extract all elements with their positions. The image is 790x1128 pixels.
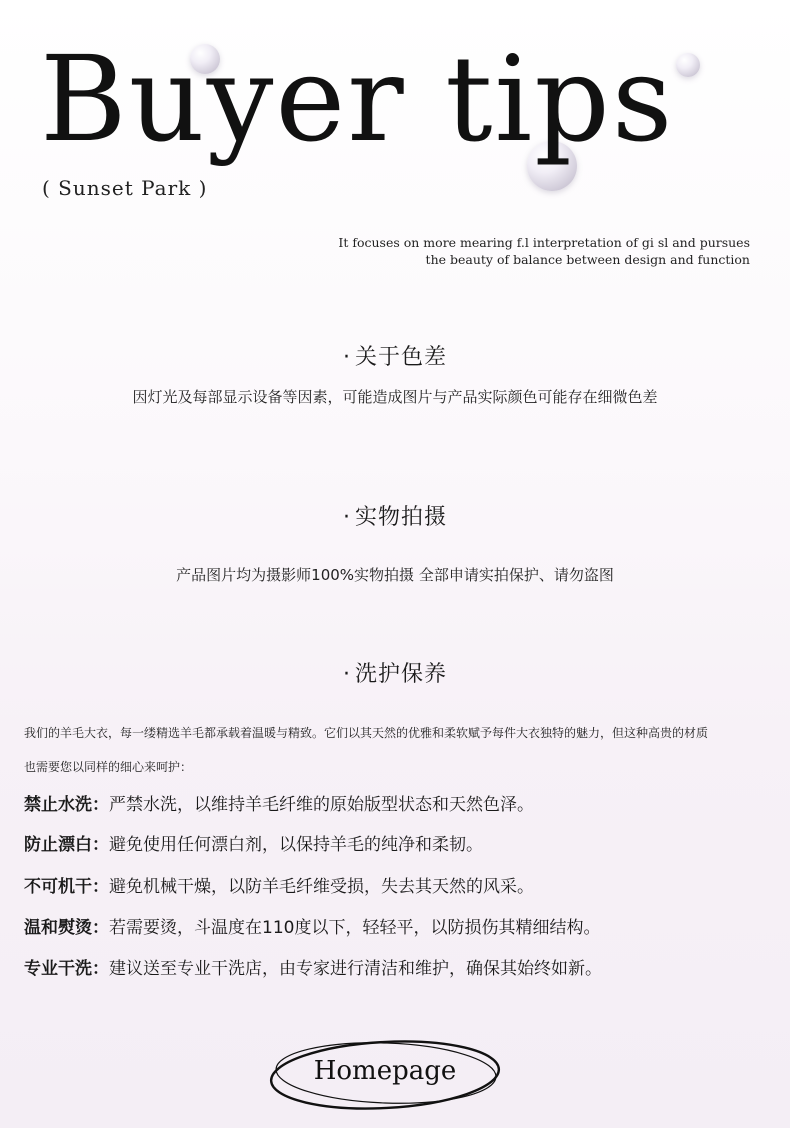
care-item-text: 严禁水洗，以维持羊毛纤维的原始版型状态和天然色泽。 <box>109 795 534 815</box>
section-heading: 实物拍摄 <box>354 505 447 530</box>
care-item-label: 不可机干： <box>24 877 109 897</box>
section-title-care <box>0 657 790 688</box>
section-title-real-photos <box>0 500 790 531</box>
section-bullet: · <box>342 345 351 370</box>
section-bullet: · <box>342 662 351 687</box>
brand-subtitle: ( Sunset Park ) <box>42 176 208 200</box>
pearl-decoration <box>676 53 700 77</box>
care-item-no-wash <box>24 790 534 815</box>
care-item-text: 建议送至专业干洗店，由专家进行清洁和维护，确保其始终如新。 <box>109 959 602 979</box>
section-text-real-photos: 产品图片均为摄影师100%实物拍摄 全部申请实拍保护、请勿盗图 <box>176 566 614 584</box>
care-intro-line-1: 我们的羊毛大衣，每一缕精选羊毛都承载着温暖与精致。它们以其天然的优雅和柔软赋予每件大衣独特的魅力，但这种高贵的材质 <box>24 726 709 740</box>
section-text-color-difference: 因灯光及每部显示设备等因素，可能造成图片与产品实际颜色可能存在细微色差 <box>132 388 658 406</box>
section-title-color-difference <box>0 340 790 371</box>
homepage-label: Homepage <box>313 1056 457 1086</box>
care-item-label: 专业干洗： <box>24 959 109 979</box>
care-item-label: 防止漂白： <box>24 835 109 855</box>
section-bullet: · <box>342 505 351 530</box>
care-intro-line-2: 也需要您以同样的细心来呵护： <box>24 760 193 774</box>
care-item-no-bleach <box>24 830 483 855</box>
care-item-gentle-iron <box>24 913 600 938</box>
section-heading: 洗护保养 <box>354 662 447 687</box>
care-item-text: 避免机械干燥，以防羊毛纤维受损，失去其天然的风采。 <box>109 877 534 897</box>
care-item-text: 若需要烫，斗温度在110度以下，轻轻平，以防损伤其精细结构。 <box>109 918 601 938</box>
care-item-no-tumble-dry <box>24 872 534 897</box>
section-heading: 关于色差 <box>354 345 447 370</box>
care-item-text: 避免使用任何漂白剂，以保持羊毛的纯净和柔韧。 <box>109 835 483 855</box>
page-title: Buyer tips <box>40 30 675 168</box>
tagline-line-1: It focuses on more mearing f.l interpretation of gi sl and pursues <box>338 235 750 250</box>
care-item-label: 温和熨烫： <box>24 918 109 938</box>
homepage-button[interactable] <box>265 1033 505 1115</box>
care-item-dry-clean <box>24 954 602 979</box>
tagline-line-2: the beauty of balance between design and function <box>425 252 750 267</box>
care-intro <box>24 716 774 784</box>
tagline <box>290 234 750 268</box>
care-item-label: 禁止水洗： <box>24 795 109 815</box>
